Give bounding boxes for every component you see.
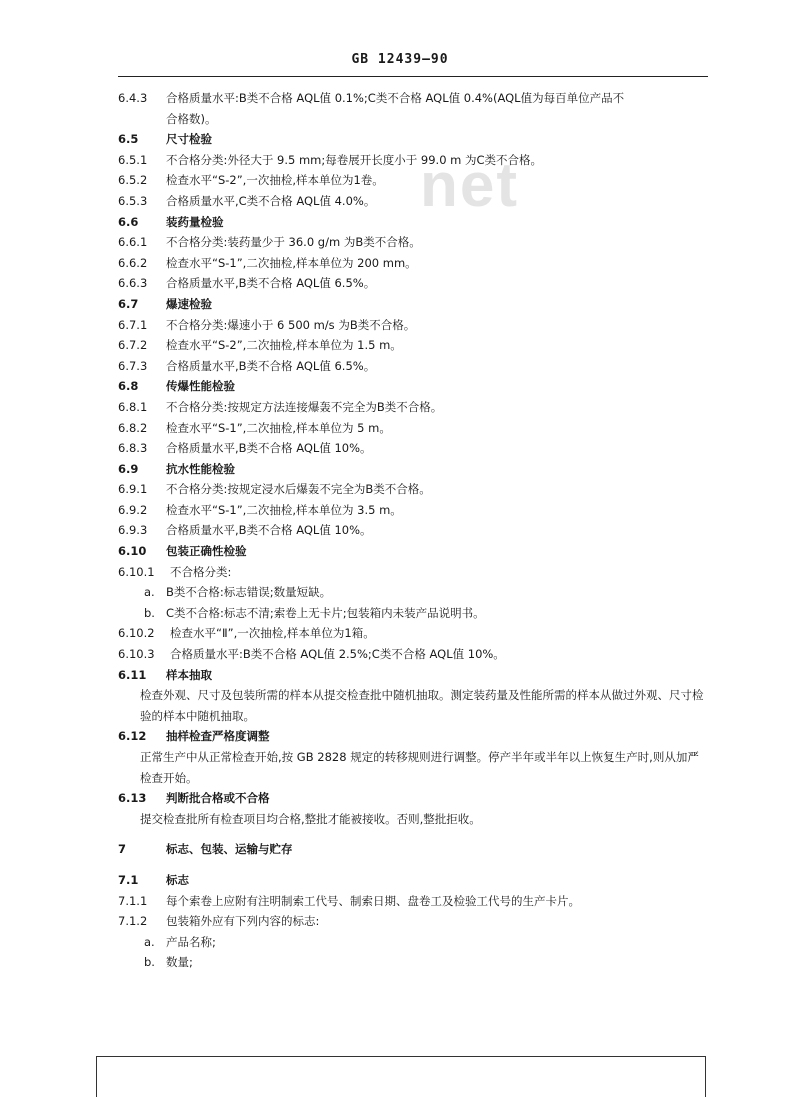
clause-text: 每个索卷上应附有注明制索工代号、制索日期、盘卷工及检验工代号的生产卡片。 [166, 893, 580, 908]
list-item [118, 582, 708, 603]
clause-number: 6.11 [118, 667, 147, 682]
list-item-label: a. [144, 934, 155, 949]
list-item-label: b. [144, 955, 155, 970]
clause-line [118, 911, 708, 932]
clause-number: 6.7 [118, 296, 139, 311]
document-body [118, 88, 708, 973]
standard-number-header: GB 12439—90 [351, 52, 449, 67]
clause-text: 检查水平“Ⅱ”,一次抽检,样本单位为1箱。 [170, 626, 375, 641]
clause-number: 6.6.1 [118, 235, 148, 250]
clause-text: 不合格分类: [170, 564, 232, 579]
clause-number: 6.10.1 [118, 564, 155, 579]
clause-number: 6.5 [118, 132, 139, 147]
clause-line [118, 891, 708, 912]
clause-line [118, 418, 708, 439]
clause-text: 抗水性能检验 [166, 461, 235, 476]
section-heading [118, 294, 708, 315]
clause-text: 检查水平“S-1”,二次抽检,样本单位为 3.5 m。 [166, 502, 402, 517]
clause-line [118, 335, 708, 356]
clause-number: 6.6 [118, 214, 139, 229]
clause-number: 6.9.3 [118, 523, 148, 538]
clause-text: 检查水平“S-1”,二次抽检,样本单位为 200 mm。 [166, 255, 417, 270]
clause-text: 包装正确性检验 [166, 544, 247, 559]
list-item [118, 603, 708, 624]
clause-text: 不合格分类:爆速小于 6 500 m/s 为B类不合格。 [166, 317, 416, 332]
list-item-text: 数量; [166, 955, 193, 970]
clause-line [118, 109, 708, 130]
clause-line [118, 170, 708, 191]
clause-line [118, 315, 708, 336]
section-heading [118, 839, 708, 860]
clause-text: 传爆性能检验 [166, 379, 235, 394]
clause-text: 不合格分类:按规定方法连接爆轰不完全为B类不合格。 [166, 399, 443, 414]
clause-line [118, 253, 708, 274]
section-heading [118, 376, 708, 397]
clause-number: 6.10.2 [118, 626, 155, 641]
clause-text: 合格质量水平,C类不合格 AQL值 4.0%。 [166, 193, 376, 208]
clause-number: 6.9.1 [118, 482, 148, 497]
clause-text: 不合格分类:外径大于 9.5 mm;每卷展开长度小于 99.0 m 为C类不合格。 [166, 152, 543, 167]
clause-number: 6.7.2 [118, 338, 148, 353]
body-paragraph: 正常生产中从正常检查开始,按 GB 2828 规定的转移规则进行调整。停产半年或半年以上恢复生产时,则从加严检查开始。 [140, 750, 699, 785]
clause-line [118, 88, 708, 109]
clause-text: 标志、包装、运输与贮存 [166, 842, 293, 857]
section-heading [118, 870, 708, 891]
list-item [118, 932, 708, 953]
clause-line [118, 479, 708, 500]
clause-line [118, 438, 708, 459]
section-heading [118, 665, 708, 686]
clause-line [118, 273, 708, 294]
section-heading [118, 129, 708, 150]
clause-number: 6.5.1 [118, 152, 148, 167]
clause-text: 合格质量水平,B类不合格 AQL值 6.5%。 [166, 358, 376, 373]
section-heading [118, 212, 708, 233]
clause-number: 6.12 [118, 729, 147, 744]
clause-text: 不合格分类:装药量少于 36.0 g/m 为B类不合格。 [166, 235, 421, 250]
clause-text: 检查水平“S-1”,二次抽检,样本单位为 5 m。 [166, 420, 391, 435]
clause-number: 7.1 [118, 872, 139, 887]
body-paragraph: 提交检查批所有检查项目均合格,整批才能被接收。否则,整批拒收。 [140, 811, 481, 826]
watermark: net [420, 151, 519, 220]
clause-line [118, 562, 708, 583]
clause-text: 合格质量水平,B类不合格 AQL值 10%。 [166, 523, 372, 538]
clause-text: 合格质量水平:B类不合格 AQL值 0.1%;C类不合格 AQL值 0.4%(AQL值为每百单位产品不 [166, 91, 625, 105]
clause-number: 6.8.2 [118, 420, 148, 435]
clause-text: 检查水平“S-2”,二次抽检,样本单位为 1.5 m。 [166, 338, 402, 353]
clause-text: 包装箱外应有下列内容的标志: [166, 914, 320, 929]
clause-text: 合格质量水平:B类不合格 AQL值 2.5%;C类不合格 AQL值 10%。 [170, 647, 505, 662]
clause-text: 检查水平“S-2”,一次抽检,样本单位为1卷。 [166, 173, 384, 188]
clause-line [118, 500, 708, 521]
clause-number: 6.8.1 [118, 399, 148, 414]
clause-text: 标志 [166, 872, 189, 887]
clause-number: 6.5.3 [118, 193, 148, 208]
clause-line [118, 356, 708, 377]
clause-text: 爆速检验 [166, 296, 212, 311]
section-heading [118, 788, 708, 809]
clause-text: 样本抽取 [166, 667, 212, 682]
clause-text: 不合格分类:按规定浸水后爆轰不完全为B类不合格。 [166, 482, 431, 497]
list-item-label: a. [144, 585, 155, 600]
clause-number: 6.10 [118, 544, 147, 559]
header-divider [118, 76, 708, 77]
clause-line [118, 644, 708, 665]
clause-number: 6.13 [118, 791, 147, 806]
clause-number: 6.4.3 [118, 91, 148, 105]
clause-number: 6.7.3 [118, 358, 148, 373]
section-heading [118, 541, 708, 562]
clause-number: 6.8.3 [118, 441, 148, 456]
clause-number: 7 [118, 842, 127, 857]
clause-number: 7.1.1 [118, 893, 148, 908]
clause-line [118, 520, 708, 541]
clause-number: 7.1.2 [118, 914, 148, 929]
list-item-text: 产品名称; [166, 934, 216, 949]
clause-text: 合格质量水平,B类不合格 AQL值 10%。 [166, 441, 372, 456]
clause-number: 6.10.3 [118, 647, 155, 662]
section-heading [118, 459, 708, 480]
clause-number: 6.6.3 [118, 276, 148, 291]
list-item-text: C类不合格:标志不清;索卷上无卡片;包装箱内未装产品说明书。 [166, 605, 485, 620]
list-item [118, 952, 708, 973]
body-paragraph: 检查外观、尺寸及包装所需的样本从提交检查批中随机抽取。测定装药量及性能所需的样本从做过外观、尺寸检验的样本中随机抽取。 [140, 688, 704, 723]
section-heading [118, 726, 708, 747]
clause-line [118, 150, 708, 171]
clause-text: 抽样检查严格度调整 [166, 729, 270, 744]
clause-line [118, 232, 708, 253]
clause-line [118, 623, 708, 644]
clause-line [118, 191, 708, 212]
clause-text: 装药量检验 [166, 214, 224, 229]
clause-text: 尺寸检验 [166, 132, 212, 147]
clause-number: 6.8 [118, 379, 139, 394]
clause-number: 6.9 [118, 461, 139, 476]
clause-number: 6.9.2 [118, 502, 148, 517]
list-item-text: B类不合格:标志错误;数量短缺。 [166, 585, 332, 600]
clause-number: 6.6.2 [118, 255, 148, 270]
clause-line [118, 397, 708, 418]
clause-number: 6.5.2 [118, 173, 148, 188]
clause-text: 合格数)。 [166, 111, 217, 126]
clause-text: 合格质量水平,B类不合格 AQL值 6.5%。 [166, 276, 376, 291]
list-item-label: b. [144, 605, 155, 620]
clause-number: 6.7.1 [118, 317, 148, 332]
clause-text: 判断批合格或不合格 [166, 791, 270, 806]
